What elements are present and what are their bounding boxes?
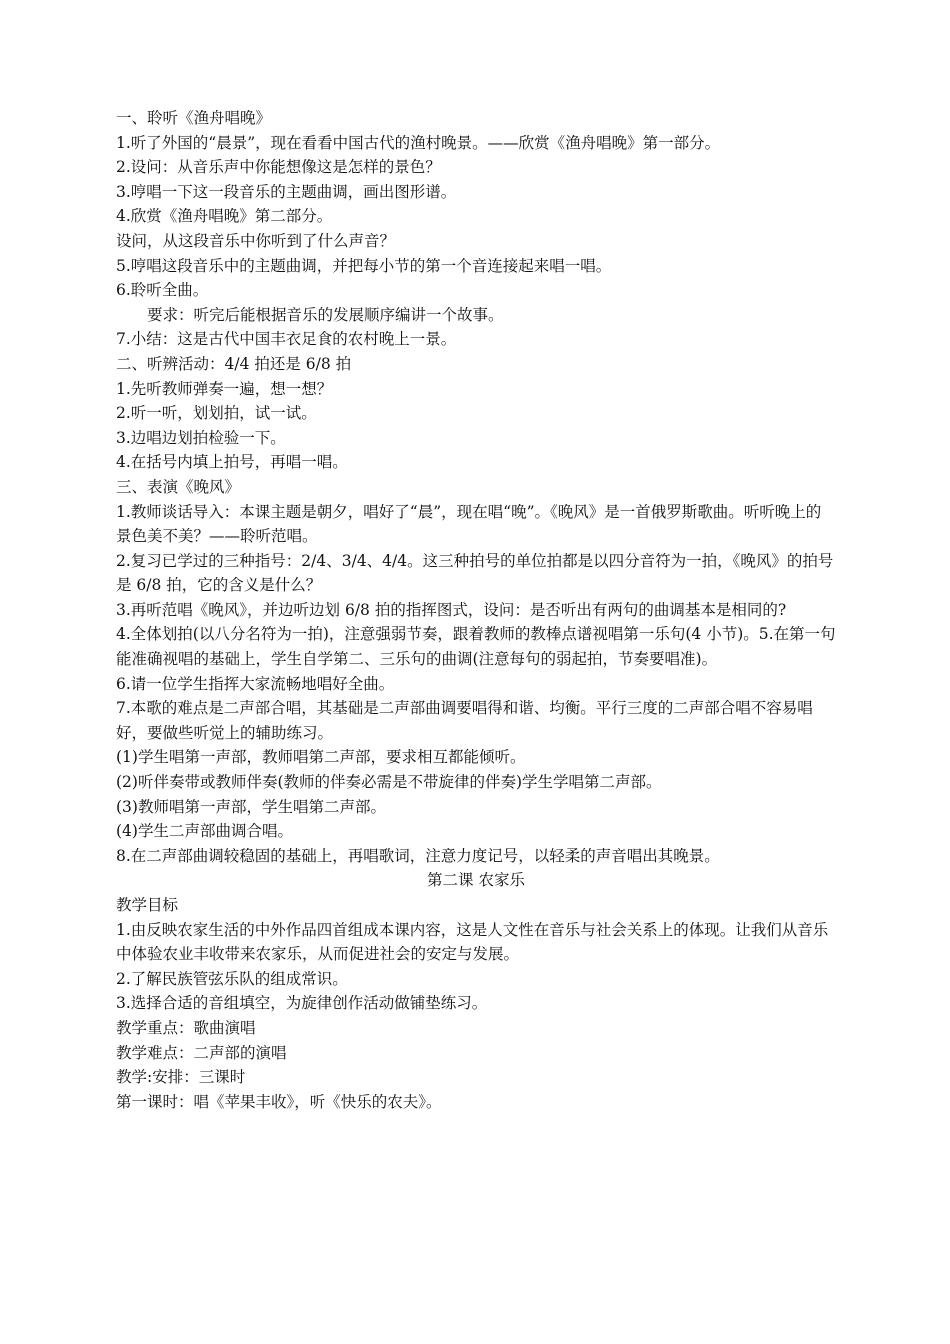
text-line: 3.再听范唱《晚风》，并边听边划 6/8 拍的指挥图式，设问：是否听出有两句的曲调基本是相同的? [116, 600, 787, 619]
text-line: 1.由反映农家生活的中外作品四首组成本课内容，这是人文性在音乐与社会关系上的体现。让我们从音乐中体验农业丰收带来农家乐，从而促进社会的安定与发展。 [116, 920, 829, 964]
text-line: 第一课时：唱《苹果丰收》，听《快乐的农夫》。 [116, 1092, 442, 1111]
text-line: 三、表演《晚风》 [116, 477, 241, 496]
text-line: 4.全体划拍(以八分名符为一拍)，注意强弱节奏，跟着教师的教棒点谱视唱第一乐句(4 小节)。5.在第一句能准确视唱的基础上，学生自学第二、三乐句的曲调(注意每句的弱起拍，节奏要唱准)。 [116, 625, 836, 669]
text-line: (2)听伴奏带或教师伴奏(教师的伴奏必需是不带旋律的伴奏)学生学唱第二声部。 [116, 773, 662, 792]
text-line: 1.听了外国的“晨景”，现在看看中国古代的渔村晚景。——欣赏《渔舟唱晚》第一部分。 [116, 133, 721, 152]
text-line: 教学难点：二声部的演唱 [116, 1043, 287, 1062]
text-line: 4.欣赏《渔舟唱晚》第二部分。 [116, 207, 333, 226]
text-line: 教学:安排：三课时 [116, 1068, 246, 1087]
text-line: 3.边唱边划拍检验一下。 [116, 428, 286, 447]
text-line: 要求：听完后能根据音乐的发展顺序编讲一个故事。 [147, 305, 504, 324]
text-line: 3.哼唱一下这一段音乐的主题曲调，画出图形谱。 [116, 182, 457, 201]
text-line: 2.听一听，划划拍，试一试。 [116, 404, 317, 423]
text-line: 2.设问：从音乐声中你能想像这是怎样的景色？ [116, 158, 441, 177]
text-line: 一、聆听《渔舟唱晚》 [116, 109, 272, 127]
text-line: 5.哼唱这段音乐中的主题曲调，并把每小节的第一个音连接起来唱一唱。 [116, 256, 612, 275]
text-line: 教学目标 [116, 896, 179, 914]
text-line: (3)教师唱第一声部，学生唱第二声部。 [116, 797, 386, 816]
text-line: (1)学生唱第一声部，教师唱第二声部，要求相互都能倾听。 [116, 748, 526, 767]
text-line: 1.先听教师弹奏一遍，想一想？ [116, 379, 333, 398]
text-line: 8.在二声部曲调较稳固的基础上，再唱歌词，注意力度记号，以轻柔的声音唱出其晚景。 [116, 846, 720, 865]
text-line: 2.复习已学过的三种指号：2/4、3/4、4/4。这三种拍号的单位拍都是以四分音符为一拍，《晚风》的拍号是 6/8 拍，它的含义是什么？ [116, 551, 834, 595]
section-heading: 第二课 农家乐 [427, 871, 525, 890]
text-line: 2.了解民族管弦乐队的组成常识。 [116, 969, 348, 988]
text-line: 6.请一位学生指挥大家流畅地唱好全曲。 [116, 674, 395, 693]
text-line: 3.选择合适的音组填空，为旋律创作活动做铺垫练习。 [116, 994, 488, 1013]
text-line: 二、听辨活动：4/4 拍还是 6/8 拍 [116, 354, 352, 373]
text-line: 7.本歌的难点是二声部合唱，其基础是二声部曲调要唱得和谐、均衡。平行三度的二声部合唱不容易唱好，要做些听觉上的辅助练习。 [116, 699, 813, 742]
text-line: 教学重点：歌曲演唱 [116, 1018, 256, 1037]
text-line: 设问，从这段音乐中你听到了什么声音？ [116, 231, 396, 250]
text-line: 4.在括号内填上拍号，再唱一唱。 [116, 453, 348, 472]
text-line: 1.教师谈话导入：本课主题是朝夕，唱好了“晨”，现在唱“晚”。《晚风》是一首俄罗斯歌曲。听听晚上的景色美不美？——聆听范唱。 [116, 502, 822, 546]
text-line: 7.小结：这是古代中国丰衣足食的农村晚上一景。 [116, 330, 457, 349]
text-line: 6.聆听全曲。 [116, 281, 209, 300]
document-body [116, 106, 836, 1114]
text-line: (4)学生二声部曲调合唱。 [116, 822, 293, 841]
